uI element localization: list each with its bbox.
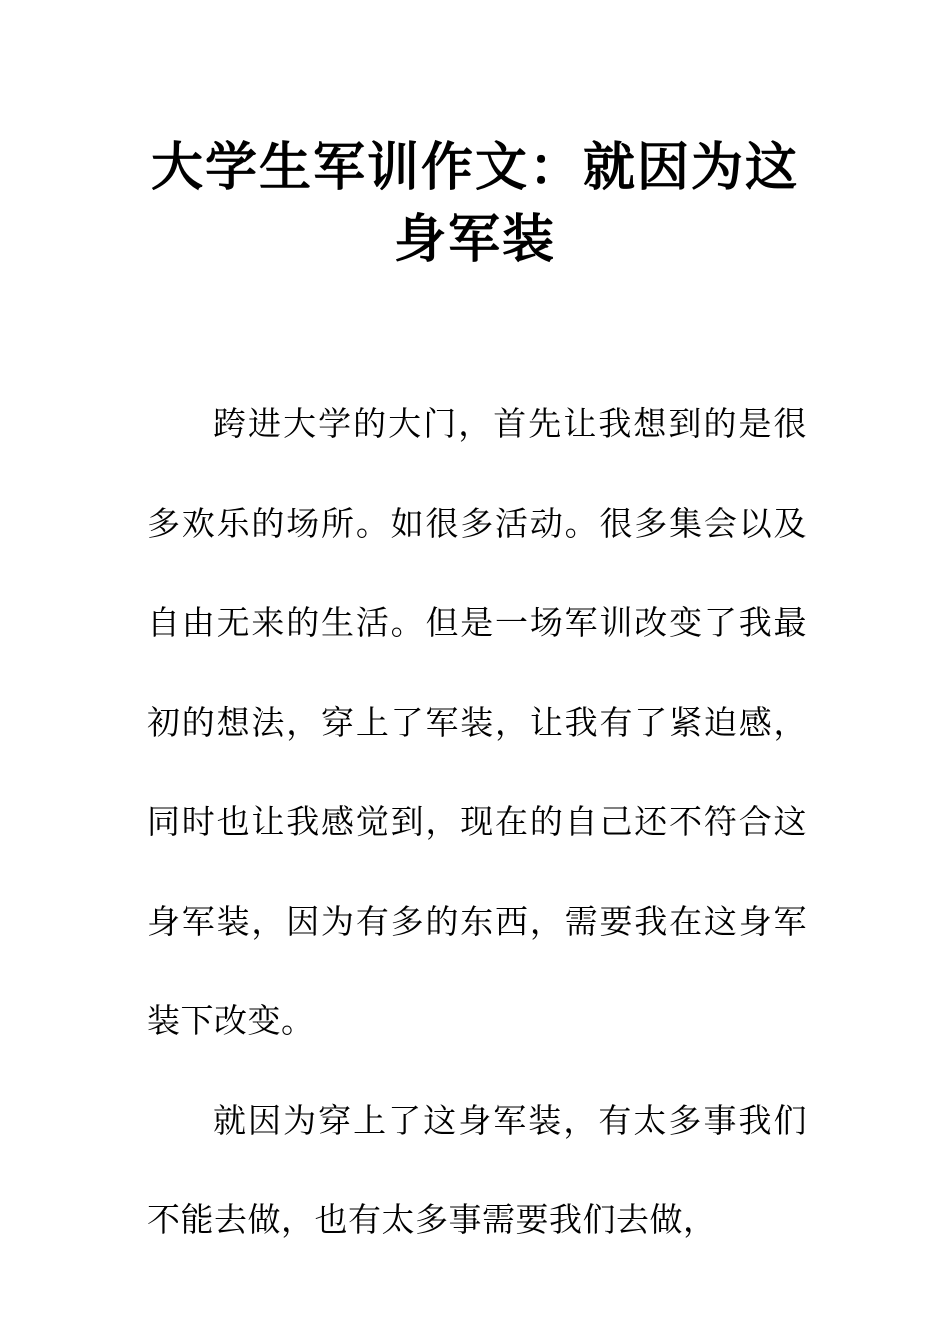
paragraph-1: 跨进大学的大门，首先让我想到的是很多欢乐的场所。如很多活动。很多集会以及自由无来的生活。但是一场军训改变了我最初的想法，穿上了军装，让我有了紧迫感，同时也让我感觉到，现在的自己还不符合这身军装，因为有多的东西，需要我在这身军装下改变。 — [147, 404, 807, 1040]
document-body — [147, 374, 807, 1270]
paragraph-2: 就因为穿上了这身军装，有太多事我们不能去做，也有太多事需要我们去做， — [147, 1100, 807, 1239]
document-title: 大学生军训作文：就因为这身军装 — [150, 138, 799, 270]
